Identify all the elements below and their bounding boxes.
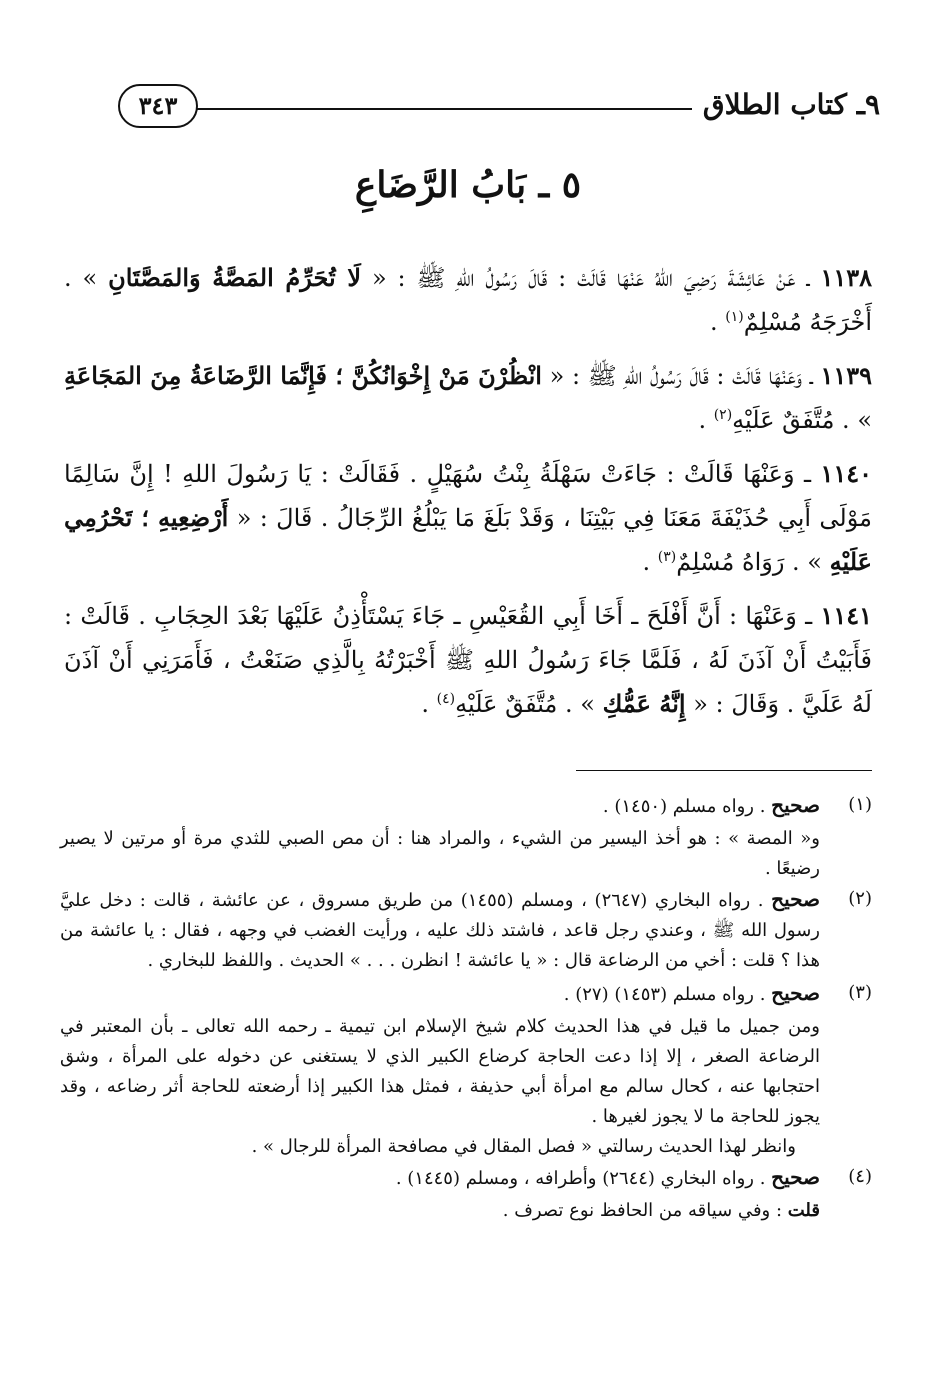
footnote-1 bbox=[60, 790, 872, 822]
footnote-3 bbox=[60, 978, 872, 1010]
hadith-source: » . مُتَّفَقٌ عَلَيْهِ bbox=[455, 690, 603, 718]
footnote-4 bbox=[60, 1162, 872, 1194]
hadith-source: » . رَوَاهُ مُسْلِمٌ bbox=[676, 548, 830, 576]
footnote-3-commentary: ومن جميل ما قيل في هذا الحديث كلام شيخ الإسلام ابن تيمية ـ رحمه الله تعالى ـ بأن المعتبر في الرضاعة الصغر ، إلا إذا دعت الحاجة كرضاع الكبير الذي لا يستغنى عن دخوله على المرأة ، وشق احتجابها عنه ، كحال سالم مع امرأة أبي حذيفة ، فمثل هذا الكبير إذا أرضعته للحاجة أثر رضاعه ، وقد يجوز للحاجة ما لا يجوز لغيرها . bbox=[60, 1016, 820, 1127]
footnote-text: . رواه مسلم (١٤٥٣) (٢٧) . bbox=[563, 984, 772, 1005]
footnote-3-reference: وانظر لهذا الحديث رسالتي « فصل المقال في مصافحة المرأة للرجال » . bbox=[251, 1136, 796, 1157]
hadith-number: ١١٣٨ bbox=[820, 263, 872, 292]
hadith-text: ـ وَعَنْهَا قَالَتْ : جَاءَتْ سَهْلَةُ بِنْتُ سُهَيْلٍ . فَقَالَتْ : يَا رَسُولَ اللهِ ! إِنَّ سَالِمًا مَوْلَى أَبِي حُذَيْفَةَ مَعَنَا فِي بَيْتِنَا ، وَقَدْ بَلَغَ مَا يَبْلُغُ الرِّجَالُ . قَالَ : « bbox=[64, 460, 872, 532]
hadith-number: ١١٣٩ bbox=[820, 361, 872, 390]
hadith-1138 bbox=[64, 256, 872, 344]
footnote-ref[interactable]: (٢) bbox=[713, 407, 733, 423]
hadith-1139 bbox=[64, 354, 872, 442]
footnote-4-note bbox=[60, 1196, 872, 1226]
footnote-number: (٣) bbox=[848, 982, 872, 1003]
hadith-source: » . مُتَّفَقٌ عَلَيْهِ bbox=[732, 406, 872, 434]
hadith-end: . bbox=[710, 308, 726, 336]
hadith-1140 bbox=[64, 452, 872, 584]
hadith-number: ١١٤٠ bbox=[820, 459, 872, 488]
hadith-grade: صحيح bbox=[771, 887, 821, 911]
hadith-source: » . أَخْرَجَهُ مُسْلِمٌ bbox=[64, 264, 872, 336]
footnote-text: . رواه البخاري (٢٦٤٧) ، ومسلم (١٤٥٥) من طريق مسروق ، عن عائشة ، قالت : دخل عليَّ رسول الله ﷺ ، وعندي رجل قاعد ، فاشتد ذلك عليه ، ورأيت الغضب في وجهه ، فقال : يا عائشة من هذا ؟ قلت : أخي من الرضاعة قال : « يا عائشة ! انظرن . . . » الحديث . واللفظ للبخاري . bbox=[60, 890, 820, 971]
hadith-text: ـ وَعَنْهَا : أَنَّ أَفْلَحَ ـ أَخَا أَبِي القُعَيْسِ ـ جَاءَ يَسْتَأْذِنُ عَلَيْهَا بَعْدَ الحِجَابِ . قَالَتْ : فَأَبَيْتُ أَنْ آذَنَ لَهُ ، فَلَمَّا جَاءَ رَسُولُ اللهِ ﷺ أَخْبَرْتُهُ بِالَّذِي صَنَعْتُ ، فَأَمَرَنِي أَنْ آذَنَ لَهُ عَلَيَّ . وَقَالَ : « bbox=[64, 602, 872, 718]
hadith-end: . bbox=[698, 406, 714, 434]
prophetic-quote: إِنَّهُ عَمُّكِ bbox=[602, 689, 686, 718]
footnotes bbox=[60, 790, 872, 1226]
footnote-number: (٢) bbox=[848, 888, 872, 909]
footnote-2 bbox=[60, 884, 872, 976]
header-rule bbox=[196, 108, 692, 110]
footnote-text: . رواه مسلم (١٤٥٠) . bbox=[602, 796, 772, 817]
prophetic-quote: انْظُرْنَ مَنْ إِخْوَانُكُنَّ ؛ فَإِنَّمَا الرَّضَاعَةُ مِنَ المَجَاعَةِ bbox=[64, 361, 542, 390]
hadith-text: ـ وَعَنْهَا قَالَتْ : قَالَ رَسُولُ اللهِ ﷺ : « bbox=[541, 362, 821, 390]
hadith-grade: صحيح bbox=[771, 981, 820, 1005]
hadith-number: ١١٤١ bbox=[820, 601, 873, 630]
footnote-ref[interactable]: (١) bbox=[725, 309, 744, 325]
footnote-ref[interactable]: (٤) bbox=[436, 691, 456, 707]
note-text: : وفي سياقه من الحافظ نوع تصرف . bbox=[502, 1200, 788, 1221]
hadith-grade: صحيح bbox=[771, 1165, 820, 1189]
footnote-ref[interactable]: (٣) bbox=[657, 549, 677, 565]
prophetic-quote: لَا تُحَرِّمُ المَصَّةُ وَالمَصَّتَانِ bbox=[108, 263, 362, 292]
hadith-text: ـ عَنْ عَائِشَةَ رَضِيَ اللهُ عَنْهَا قَالَتْ : قَالَ رَسُولُ اللهِ ﷺ : « bbox=[361, 264, 821, 292]
footnote-divider bbox=[576, 770, 872, 771]
note-label: قلت bbox=[787, 1200, 820, 1221]
footnote-text: . رواه البخاري (٢٦٤٤) وأطرافه ، ومسلم (١٤٤٥) . bbox=[395, 1168, 772, 1189]
footnote-number: (١) bbox=[848, 794, 872, 815]
chapter-title: ٥ ـ بَابُ الرَّضَاعِ bbox=[354, 164, 582, 206]
hadith-end: . bbox=[421, 690, 437, 718]
hadith-grade: صحيح bbox=[771, 793, 820, 817]
prophetic-quote: أَرْضِعِيهِ ؛ تَحْرُمِي عَلَيْهِ bbox=[64, 503, 872, 576]
page-number: ٣٤٣ bbox=[118, 84, 198, 128]
hadith-1141 bbox=[64, 594, 872, 726]
hadith-body bbox=[64, 256, 872, 736]
footnote-1-explanation: و« المصة » : هو أخذ اليسير من الشيء ، والمراد هنا : أن مص الصبي للثدي مرة أو مرتين لا يصير رضيعًا . bbox=[60, 828, 820, 879]
footnote-number: (٤) bbox=[848, 1166, 872, 1187]
running-title: ٩ـ كتاب الطلاق bbox=[702, 88, 880, 121]
hadith-end: . bbox=[642, 548, 658, 576]
page-header bbox=[118, 84, 880, 130]
